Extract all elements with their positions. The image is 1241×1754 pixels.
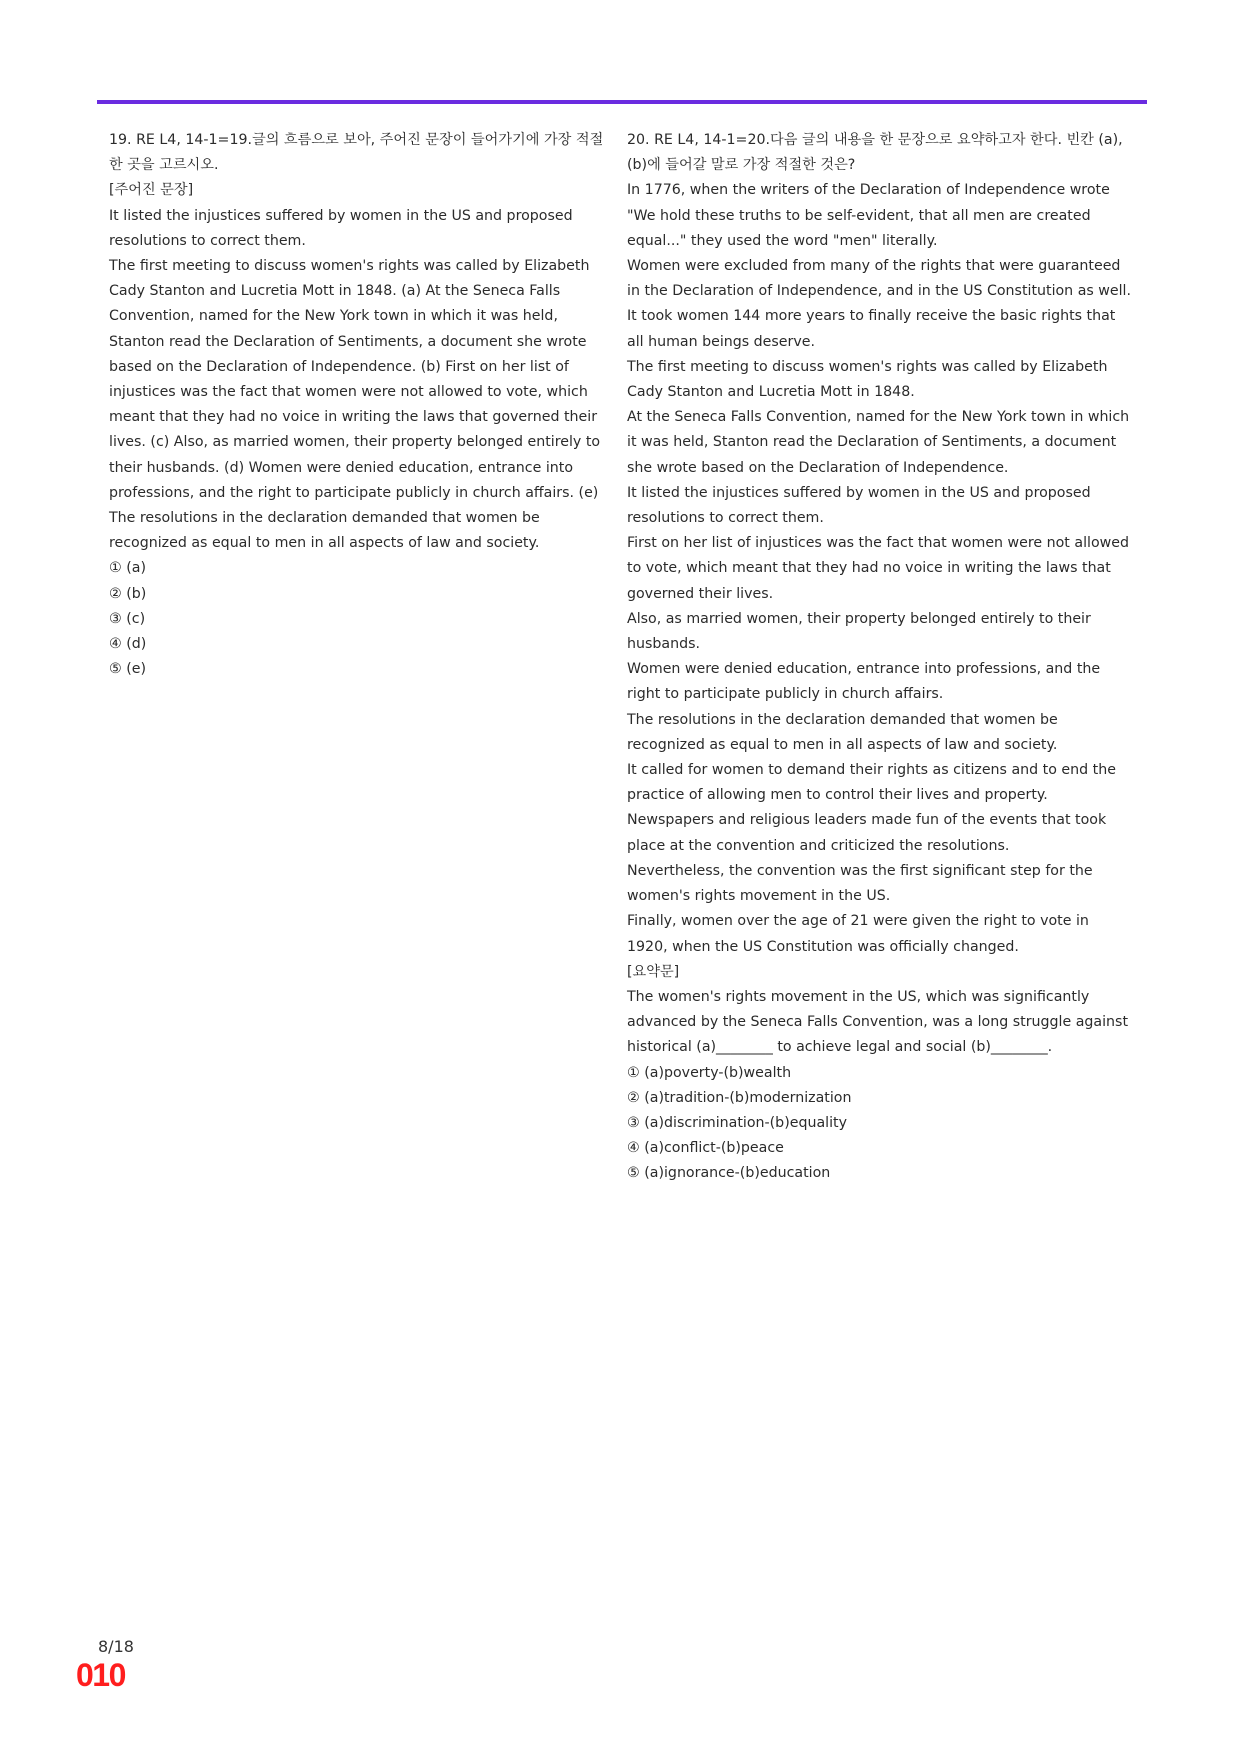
choice-item[interactable]: ④ (a)conflict-(b)peace <box>627 1140 784 1157</box>
choice-item[interactable]: ⑤ (a)ignorance-(b)education <box>627 1165 831 1182</box>
passage-line: At the Seneca Falls Convention, named for the New York town in which it was held, Stanton read the Declaration of Sentiments, a document she wrote based on the Declaration of Independence. <box>627 409 1130 476</box>
choice-item[interactable]: ① (a)poverty-(b)wealth <box>627 1064 792 1081</box>
passage-line: In 1776, when the writers of the Declaration of Independence wrote "We hold these truths to be self-evident, that all men are created equal..." they used the word "men" literally. <box>627 182 1110 249</box>
choice-item[interactable]: ② (a)tradition-(b)modernization <box>627 1089 852 1106</box>
question-20 <box>627 128 1132 1187</box>
passage-line: Also, as married women, their property belonged entirely to their husbands. <box>627 610 1091 653</box>
header-rule <box>97 100 1147 104</box>
passage-line: Women were denied education, entrance into professions, and the right to participate publicly in church affairs. <box>627 661 1101 703</box>
passage-line: The first meeting to discuss women's rights was called by Elizabeth Cady Stanton and Lucretia Mott in 1848. <box>627 358 1108 401</box>
question-19-choices <box>109 556 614 682</box>
page-number: 8/18 <box>98 1637 134 1656</box>
passage-line: Women were excluded from many of the rights that were guaranteed in the Declaration of Independence, and in the US Constitution as well. <box>627 258 1132 300</box>
summary-sentence: The women's rights movement in the US, which was significantly advanced by the Seneca Falls Convention, was a long struggle against historical (a)________ to achieve legal and social (b)________. <box>627 988 1129 1056</box>
passage-line: It took women 144 more years to finally receive the basic rights that all human beings deserve. <box>627 308 1116 350</box>
question-19-passage: The first meeting to discuss women's rights was called by Elizabeth Cady Stanton and Lucretia Mott in 1848. (a) At the Seneca Falls Convention, named for the New York town in which it was held, Stanton read the Declaration of Sentiments, a document she wrote based on the Declaration of Independence. (b) First on her list of injustices was the fact that women were not allowed to vote, which meant that they had no voice in writing the laws that governed their lives. (c) Also, as married women, their property belonged entirely to their husbands. (d) Women were denied education, entrance into professions, and the right to participate publicly in church affairs. (e) The resolutions in the declaration demanded that women be recognized as equal to men in all aspects of law and society. <box>109 258 601 552</box>
choice-item[interactable]: ② (b) <box>109 585 147 602</box>
passage-line: Nevertheless, the convention was the first significant step for the women's rights movement in the US. <box>627 862 1093 905</box>
passage-line: Newspapers and religious leaders made fun of the events that took place at the convention and criticized the resolutions. <box>627 812 1107 854</box>
question-19-title: 19. RE L4, 14-1=19.글의 흐름으로 보아, 주어진 문장이 들어가기에 가장 적절한 곳을 고르시오. <box>109 132 604 174</box>
passage-line: It called for women to demand their rights as citizens and to end the practice of allowing men to control their lives and property. <box>627 762 1116 804</box>
choice-item[interactable]: ③ (a)discrimination-(b)equality <box>627 1114 847 1131</box>
passage-line: Finally, women over the age of 21 were given the right to vote in 1920, when the US Constitution was officially changed. <box>627 913 1089 955</box>
given-sentence: It listed the injustices suffered by women in the US and proposed resolutions to correct them. <box>109 207 573 249</box>
choice-item[interactable]: ③ (c) <box>109 610 146 627</box>
question-20-title: 20. RE L4, 14-1=20.다음 글의 내용을 한 문장으로 요약하고자 한다. 빈칸 (a), (b)에 들어갈 말로 가장 적절한 것은? <box>627 132 1123 174</box>
choice-item[interactable]: ⑤ (e) <box>109 661 147 678</box>
brand-logo: 010 <box>76 1657 125 1693</box>
passage-line: It listed the injustices suffered by women in the US and proposed resolutions to correct them. <box>627 484 1091 527</box>
choice-item[interactable]: ① (a) <box>109 560 146 577</box>
given-sentence-label: [주어진 문장] <box>109 182 194 199</box>
passage-line: The resolutions in the declaration demanded that women be recognized as equal to men in all aspects of law and society. <box>627 711 1058 753</box>
summary-label: [요약문] <box>627 963 680 980</box>
question-19 <box>109 128 614 682</box>
choice-item[interactable]: ④ (d) <box>109 636 147 653</box>
question-20-choices <box>627 1061 1132 1187</box>
passage-line: First on her list of injustices was the fact that women were not allowed to vote, which meant that they had no voice in writing the laws that governed their lives. <box>627 535 1129 602</box>
